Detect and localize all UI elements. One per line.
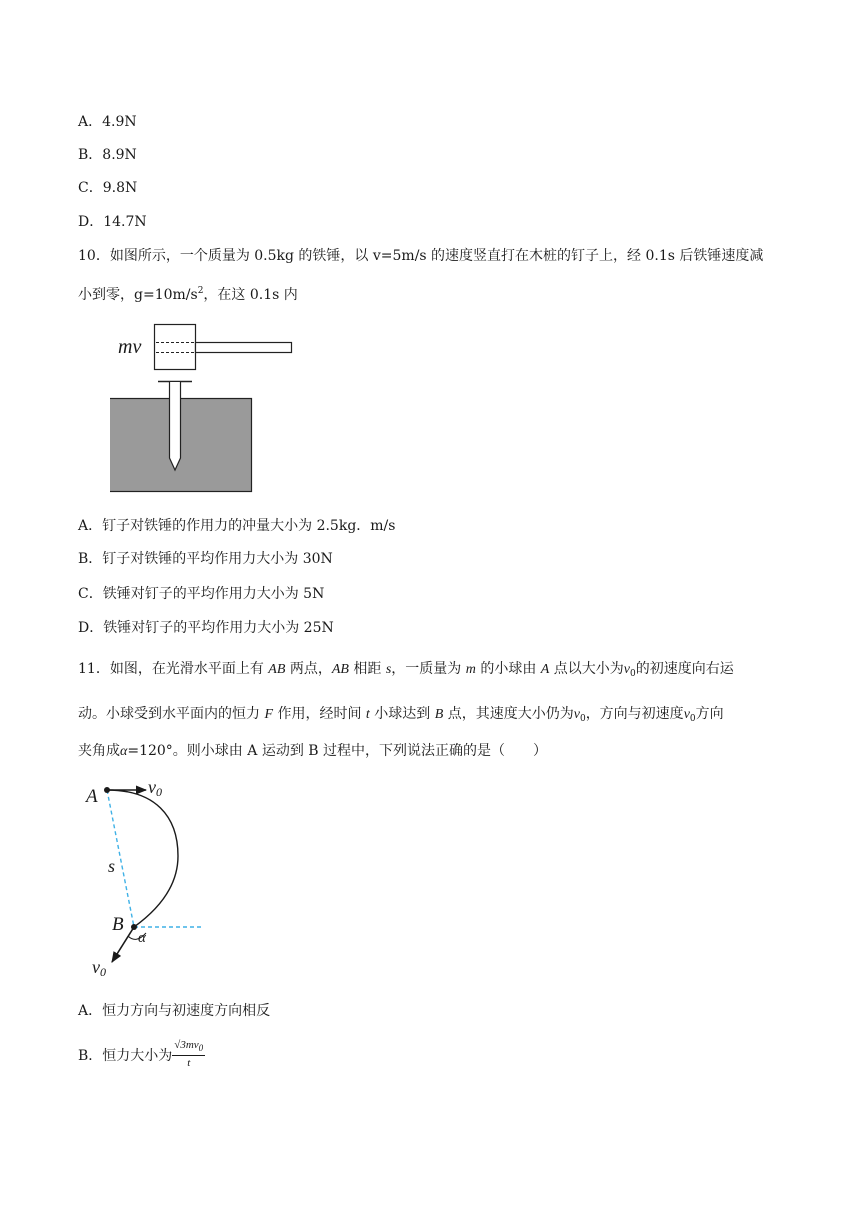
- option-letter: D．: [78, 620, 104, 636]
- q10-figure-label-mv: mv: [118, 336, 142, 358]
- option-letter: A．: [78, 518, 103, 534]
- q9-option-a: [78, 112, 137, 132]
- q11-option-a: [78, 1001, 270, 1021]
- stem-text: 夹角成: [78, 743, 120, 759]
- var-a: A: [540, 662, 550, 677]
- q10-option-d: [78, 618, 334, 638]
- stem-text: 点，其速度大小仍为: [443, 706, 574, 722]
- var-f: F: [264, 707, 274, 722]
- stem-text: 作用，经时间: [273, 706, 366, 722]
- subscript: 0: [100, 965, 106, 979]
- q9-option-b: [78, 145, 137, 165]
- stem-text: =120°。则小球由 A 运动到 B 过程中，下列说法正确的是（ ）: [127, 743, 548, 759]
- var-ab: AB: [331, 662, 349, 677]
- option-letter: C．: [78, 180, 103, 196]
- subscript: 0: [689, 714, 696, 724]
- var-ab: AB: [268, 662, 286, 677]
- q10-option-c: [78, 584, 324, 604]
- stem-text: ，一质量为: [391, 661, 466, 677]
- stem-text: 两点，: [285, 661, 332, 677]
- option-letter: A．: [78, 1003, 103, 1019]
- var-v: v: [148, 777, 156, 797]
- q11-label-v0-top: [148, 777, 162, 800]
- var-v: v: [92, 957, 100, 977]
- q11-stem-line2: [78, 704, 724, 729]
- force-fraction: [172, 1038, 205, 1070]
- stem-text: 11．如图，在光滑水平面上有: [78, 661, 269, 677]
- var-v: v: [623, 662, 631, 677]
- option-letter: A．: [78, 114, 103, 130]
- option-text: 钉子对铁锤的平均作用力大小为 30N: [102, 551, 333, 567]
- q11-option-b: [78, 1040, 205, 1072]
- stem-text: ，在这 0.1s 内: [203, 287, 298, 303]
- stem-text: 的小球由: [475, 661, 541, 677]
- stem-text: 方向: [695, 706, 724, 722]
- q10-option-b: [78, 549, 333, 569]
- q11-stem-line1: [78, 659, 734, 684]
- subscript: 0: [630, 669, 636, 679]
- var-b: B: [434, 707, 444, 722]
- stem-text: 点以大小为: [549, 661, 624, 677]
- q11-label-s: s: [108, 856, 116, 876]
- stem-text: 小球达到: [369, 706, 435, 722]
- q9-option-c: [78, 178, 137, 198]
- stem-text: ，方向与初速度: [585, 706, 684, 722]
- option-letter: C．: [78, 586, 103, 602]
- stem-text: 小到零，g=10m/s: [78, 287, 198, 303]
- var-v: v: [573, 707, 580, 722]
- var-m: m: [465, 662, 476, 677]
- option-text: 4.9N: [102, 114, 137, 130]
- fraction-denominator: t: [187, 1057, 191, 1069]
- subscript: 0: [579, 714, 586, 724]
- subscript: 0: [198, 1043, 204, 1053]
- option-text: 14.7N: [103, 214, 147, 230]
- var-alpha: α: [120, 744, 128, 759]
- var-v: v: [683, 707, 690, 722]
- option-text: 9.8N: [102, 180, 138, 196]
- q10-stem-line1: 10．如图所示，一个质量为 0.5kg 的铁锤，以 v=5m/s 的速度竖直打在木桩的钉子上，经 0.1s 后铁锤速度减: [78, 248, 764, 264]
- stem-text: 的初速度向右运: [635, 661, 734, 677]
- q11-stem-line3: [78, 741, 547, 762]
- var-t: t: [365, 707, 370, 722]
- fraction-numerator: [172, 1038, 205, 1056]
- option-letter: B．: [78, 551, 103, 567]
- q11-label-v0-bottom: [92, 957, 106, 980]
- option-letter: B．: [78, 1048, 103, 1064]
- option-letter: B．: [78, 147, 103, 163]
- q10-stem-line2: [78, 281, 298, 305]
- stem-text: 动。小球受到水平面内的恒力: [78, 706, 265, 722]
- q11-label-alpha: α: [138, 930, 146, 946]
- option-text: 恒力方向与初速度方向相反: [102, 1003, 271, 1019]
- option-text: 8.9N: [102, 147, 137, 163]
- exponent: 2: [197, 286, 204, 296]
- option-letter: D．: [78, 214, 104, 230]
- q10-option-a: [78, 516, 395, 536]
- subscript: 0: [156, 785, 162, 799]
- option-text: 铁锤对钉子的平均作用力大小为 5N: [102, 586, 325, 602]
- numerator-text: √3mv: [174, 1039, 199, 1051]
- option-text: 钉子对铁锤的作用力的冲量大小为 2.5kg．m/s: [102, 518, 396, 534]
- q9-option-d: [78, 212, 147, 232]
- stem-text: 相距: [348, 661, 386, 677]
- var-s: s: [385, 662, 392, 677]
- q11-label-a: A: [86, 786, 98, 807]
- option-text: 铁锤对钉子的平均作用力大小为 25N: [103, 620, 334, 636]
- q11-label-b: B: [112, 914, 124, 935]
- option-text: 恒力大小为: [102, 1048, 173, 1064]
